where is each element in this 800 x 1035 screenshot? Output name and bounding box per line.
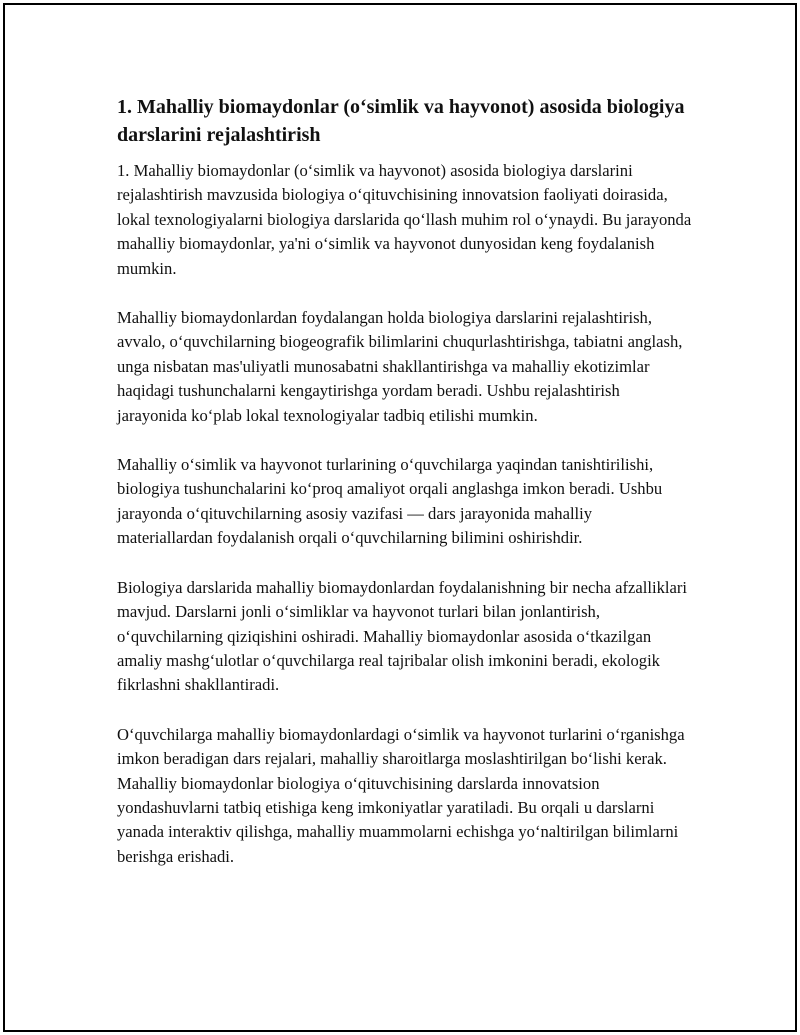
paragraph-3: Mahalliy o‘simlik va hayvonot turlarining o‘quvchilarga yaqindan tanishtirilishi, biologiya tushunchalarini ko‘proq amaliyot orqali anglashga imkon beradi. Ushbu jarayonda o‘qituvchilarning asosiy vazifasi — dars jarayonida mahalliy materiallardan foydalanish orqali o‘quvchilarning bilimini oshirishdir. (117, 455, 663, 548)
paragraph-4: Biologiya darslarida mahalliy biomaydonlardan foydalanishning bir necha afzalliklari mavjud. Darslarni jonli o‘simliklar va hayvonot turlari bilan jonlantirish, o‘quvchilarning qiziqishini oshiradi. Mahalliy biomaydonlar asosida o‘tkazilgan amaliy mashg‘ulotlar o‘quvchilarga real tajribalar olish imkonini beradi, ekologik fikrlashni shakllantiradi. (117, 577, 687, 695)
paragraph-1: 1. Mahalliy biomaydonlar (o‘simlik va hayvonot) asosida biologiya darslarini rejalashtirish mavzusida biologiya o‘qituvchisining innovatsion faoliyati doirasida, lokal texnologiyalarni biologiya darslarida qo‘llash muhim rol o‘ynaydi. Bu jarayonda mahalliy biomaydonlar, ya'ni o‘simlik va hayvonot dunyosidan keng foydalanish mumkin. (117, 161, 692, 278)
paragraph-5: O‘quvchilarga mahalliy biomaydonlardagi o‘simlik va hayvonot turlarini o‘rganishga imkon beradigan dars rejalari, mahalliy sharoitlarga moslashtirilgan bo‘lishi kerak. Mahalliy biomaydonlar biologiya o‘qituvchisining darslarda innovatsion yondashuvlarni tatbiq etishiga keng imkoniyatlar yaratiladi. Bu orqali u darslarni yanada interaktiv qilishga, mahalliy muammolarni echishga yo‘naltirilgan bilimlarni berishga erishadi. (117, 724, 685, 866)
paragraph-2: Mahalliy biomaydonlardan foydalangan holda biologiya darslarini rejalashtirish, avvalo, o‘quvchilarning biogeografik bilimlarini chuqurlashtirishga, tabiatni anglash, unga nisbatan mas'uliyatli munosabatni shakllantirishga va mahalliy ekotizimlar haqidagi tushunchalarni kengaytirishga yordam beradi. Ushbu rejalashtirish jarayonida ko‘plab lokal texnologiyalar tadbiq etilishi mumkin. (117, 308, 683, 425)
document-body (117, 93, 692, 894)
page-title: 1. Mahalliy biomaydonlar (o‘simlik va hayvonot) asosida biologiya darslarini rejalashtirish (117, 96, 685, 146)
